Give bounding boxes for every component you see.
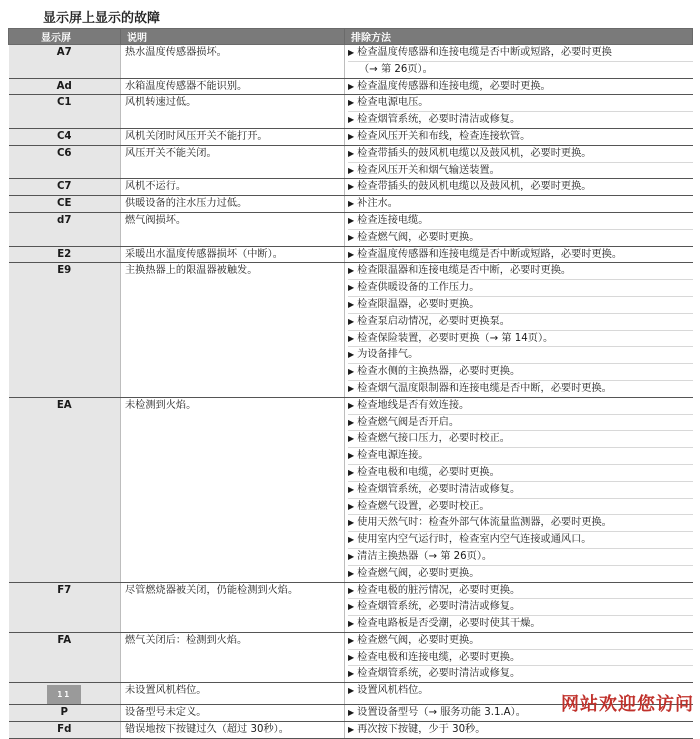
remedy-line — [348, 415, 693, 432]
remedy-line — [348, 650, 693, 667]
fault-code: CE — [9, 196, 121, 213]
arrow-bullet-icon: ▶ — [348, 725, 355, 735]
arrow-bullet-icon: ▶ — [348, 635, 355, 645]
remedy-line — [348, 583, 693, 600]
arrow-bullet-icon: ▶ — [348, 568, 355, 578]
arrow-bullet-icon: ▶ — [348, 333, 355, 343]
remedy-line — [348, 163, 693, 179]
remedy-line — [348, 297, 693, 314]
fault-code-table — [8, 28, 693, 739]
remedy-line — [348, 230, 693, 246]
fault-remedy — [345, 212, 693, 246]
fault-code: C7 — [9, 179, 121, 196]
remedy-text: 检查温度传感器和连接电缆是否中断或短路，必要时更换。 — [357, 248, 623, 260]
remedy-text: 检查温度传感器和连接电缆是否中断或短路，必要时更换 — [357, 47, 612, 58]
remedy-text: （→ 第 26页）。 — [359, 63, 433, 75]
remedy-text: 检查泵启动情况，必要时更换泵。 — [357, 315, 510, 327]
remedy-text: 检查烟管系统，必要时清洁或修复。 — [357, 114, 521, 126]
arrow-bullet-icon: ▶ — [348, 602, 355, 612]
table-row — [9, 179, 693, 196]
watermark: 网站欢迎您访问 — [561, 694, 694, 715]
arrow-bullet-icon: ▶ — [348, 501, 355, 511]
segment-display-icon: 11 — [47, 685, 81, 704]
arrow-bullet-icon: ▶ — [348, 115, 355, 125]
arrow-bullet-icon: ▶ — [348, 451, 355, 461]
remedy-text: 检查限温器和连接电缆是否中断，必要时更换。 — [357, 265, 572, 277]
remedy-text: 检查燃气阀是否开启。 — [357, 416, 460, 428]
header-remedy: 排除方法 — [345, 29, 693, 45]
remedy-text: 检查带插头的鼓风机电缆以及鼓风机，必要时更换。 — [357, 181, 592, 193]
remedy-text: 检查风压开关和布线，检查连接软管。 — [357, 130, 531, 142]
remedy-line — [348, 196, 693, 212]
fault-code: FA — [9, 632, 121, 682]
fault-code: C6 — [9, 145, 121, 179]
remedy-text: 检查电路板是否受潮，必要时使其干燥。 — [357, 618, 541, 630]
fault-code: Ad — [9, 78, 121, 95]
header-code: 显示屏 — [9, 29, 121, 45]
fault-description: 尽管燃烧器被关闭，仍能检测到火焰。 — [121, 582, 345, 632]
remedy-text: 清洁主换热器（→ 第 26页）。 — [357, 550, 493, 562]
remedy-line — [348, 331, 693, 348]
remedy-text: 使用室内空气运行时，检查室内空气连接或通风口。 — [357, 534, 592, 546]
remedy-line — [348, 79, 693, 95]
remedy-line — [348, 448, 693, 465]
fault-remedy — [345, 397, 693, 582]
arrow-bullet-icon: ▶ — [348, 98, 355, 108]
remedy-line — [348, 532, 693, 549]
arrow-bullet-icon: ▶ — [348, 215, 355, 225]
remedy-line — [348, 431, 693, 448]
remedy-text: 检查温度传感器和连接电缆，必要时更换。 — [357, 80, 551, 92]
arrow-bullet-icon: ▶ — [348, 165, 355, 175]
fault-code: E2 — [9, 246, 121, 263]
remedy-text: 检查风压开关和烟气输送装置。 — [357, 164, 500, 176]
arrow-bullet-icon: ▶ — [348, 148, 355, 158]
remedy-text: 检查电极和连接电缆，必要时更换。 — [357, 651, 521, 663]
remedy-text: 检查水侧的主换热器，必要时更换。 — [357, 366, 521, 378]
fault-description: 风机不运行。 — [121, 179, 345, 196]
remedy-text: 检查烟管系统，必要时清洁或修复。 — [357, 668, 521, 680]
arrow-bullet-icon: ▶ — [348, 434, 355, 444]
remedy-line — [348, 599, 693, 616]
fault-description: 未检测到火焰。 — [121, 397, 345, 582]
arrow-bullet-icon: ▶ — [348, 686, 355, 696]
fault-remedy — [345, 78, 693, 95]
arrow-bullet-icon: ▶ — [348, 417, 355, 427]
remedy-text: 检查燃气阀，必要时更换。 — [357, 231, 480, 243]
arrow-bullet-icon: ▶ — [348, 484, 355, 494]
remedy-line — [348, 364, 693, 381]
remedy-text: 检查烟管系统，必要时清洁或修复。 — [357, 601, 521, 613]
remedy-line — [348, 549, 693, 566]
arrow-bullet-icon: ▶ — [348, 299, 355, 309]
remedy-text: 检查燃气接口压力，必要时校正。 — [357, 433, 510, 445]
remedy-text: 设置风机档位。 — [357, 685, 429, 697]
fault-remedy — [345, 145, 693, 179]
arrow-bullet-icon: ▶ — [348, 249, 355, 259]
table-row — [9, 196, 693, 213]
remedy-text: 补注水。 — [357, 198, 398, 210]
table-row — [9, 212, 693, 246]
fault-description: 水箱温度传感器不能识别。 — [121, 78, 345, 95]
remedy-line — [348, 499, 693, 516]
arrow-bullet-icon: ▶ — [348, 585, 355, 595]
remedy-line — [348, 381, 693, 397]
arrow-bullet-icon: ▶ — [348, 182, 355, 192]
fault-code — [9, 683, 121, 705]
table-row — [9, 397, 693, 582]
fault-description: 设备型号未定义。 — [121, 705, 345, 722]
fault-description: 错误地按下按键过久（超过 30秒）。 — [121, 722, 345, 739]
remedy-line — [348, 129, 693, 145]
arrow-bullet-icon: ▶ — [348, 518, 355, 528]
arrow-bullet-icon: ▶ — [348, 383, 355, 393]
remedy-text: 检查供暖设备的工作压力。 — [357, 282, 480, 294]
table-row — [9, 246, 693, 263]
table-row — [9, 582, 693, 632]
remedy-text: 检查燃气阀，必要时更换。 — [357, 634, 480, 646]
arrow-bullet-icon: ▶ — [348, 669, 355, 679]
remedy-line — [348, 398, 693, 415]
remedy-text: 检查烟管系统，必要时清洁或修复。 — [357, 483, 521, 495]
remedy-text: 检查烟气温度限制器和连接电缆是否中断，必要时更换。 — [357, 382, 612, 394]
arrow-bullet-icon: ▶ — [348, 350, 355, 360]
arrow-bullet-icon: ▶ — [348, 652, 355, 662]
remedy-line — [348, 62, 693, 78]
remedy-line — [348, 722, 693, 738]
fault-remedy — [345, 246, 693, 263]
remedy-line — [348, 666, 693, 682]
remedy-line — [348, 465, 693, 482]
fault-description: 风机转速过低。 — [121, 95, 345, 129]
remedy-line — [348, 616, 693, 632]
table-row — [9, 78, 693, 95]
fault-code: A7 — [9, 45, 121, 79]
arrow-bullet-icon: ▶ — [348, 316, 355, 326]
remedy-line — [348, 347, 693, 364]
remedy-text: 检查连接电缆。 — [357, 214, 429, 226]
remedy-text: 检查燃气阀，必要时更换。 — [357, 567, 480, 579]
fault-code: EA — [9, 397, 121, 582]
remedy-line — [348, 482, 693, 499]
table-row — [9, 263, 693, 397]
arrow-bullet-icon: ▶ — [348, 48, 355, 57]
fault-remedy — [345, 632, 693, 682]
fault-code: d7 — [9, 212, 121, 246]
table-row — [9, 722, 693, 739]
fault-remedy — [345, 179, 693, 196]
table-row — [9, 95, 693, 129]
fault-code: F7 — [9, 582, 121, 632]
remedy-text: 再次按下按键，少于 30秒。 — [357, 724, 486, 736]
fault-description: 热水温度传感器损坏。 — [121, 45, 345, 79]
remedy-text: 检查燃气设置，必要时校正。 — [357, 500, 490, 512]
arrow-bullet-icon: ▶ — [348, 400, 355, 410]
fault-remedy — [345, 95, 693, 129]
remedy-text: 检查电源连接。 — [357, 450, 429, 462]
remedy-line — [348, 112, 693, 128]
fault-description: 主换热器上的限温器被触发。 — [121, 263, 345, 397]
remedy-line — [348, 213, 693, 230]
arrow-bullet-icon: ▶ — [348, 81, 355, 91]
table-row — [9, 632, 693, 682]
fault-description: 燃气关闭后：检测到火焰。 — [121, 632, 345, 682]
remedy-line — [348, 314, 693, 331]
arrow-bullet-icon: ▶ — [348, 266, 355, 276]
remedy-text: 检查保险装置，必要时更换（→ 第 14页）。 — [357, 332, 554, 344]
arrow-bullet-icon: ▶ — [348, 708, 355, 718]
table-body — [9, 45, 693, 739]
remedy-line — [348, 45, 693, 62]
remedy-line — [348, 515, 693, 532]
arrow-bullet-icon: ▶ — [348, 199, 355, 209]
fault-remedy — [345, 582, 693, 632]
remedy-text: 使用天然气时：检查外部气体流量监测器，必要时更换。 — [357, 517, 612, 529]
page-title: 显示屏上显示的故障 — [43, 11, 161, 26]
fault-remedy — [345, 45, 693, 79]
arrow-bullet-icon: ▶ — [348, 367, 355, 377]
arrow-bullet-icon: ▶ — [348, 131, 355, 141]
remedy-text: 检查限温器，必要时更换。 — [357, 298, 480, 310]
fault-description: 采暖出水温度传感器损坏（中断）。 — [121, 246, 345, 263]
fault-remedy — [345, 196, 693, 213]
table-row — [9, 45, 693, 79]
fault-code: Fd — [9, 722, 121, 739]
header-description: 说明 — [121, 29, 345, 45]
fault-description: 风压开关不能关闭。 — [121, 145, 345, 179]
arrow-bullet-icon: ▶ — [348, 232, 355, 242]
arrow-bullet-icon: ▶ — [348, 535, 355, 545]
table-header-row — [9, 29, 693, 45]
remedy-text: 检查电极和电缆，必要时更换。 — [357, 466, 500, 478]
arrow-bullet-icon: ▶ — [348, 619, 355, 629]
remedy-line — [348, 263, 693, 280]
remedy-line — [348, 280, 693, 297]
fault-code: C4 — [9, 128, 121, 145]
fault-description: 燃气阀损坏。 — [121, 212, 345, 246]
fault-description: 未设置风机档位。 — [121, 683, 345, 705]
remedy-text: 检查地线是否有效连接。 — [357, 399, 470, 411]
fault-code: E9 — [9, 263, 121, 397]
fault-description: 供暖设备的注水压力过低。 — [121, 196, 345, 213]
fault-remedy — [345, 128, 693, 145]
remedy-text: 设置设备型号（→ 服务功能 3.1.A）。 — [357, 707, 526, 719]
fault-code: C1 — [9, 95, 121, 129]
remedy-text: 为设备排气。 — [357, 349, 419, 361]
arrow-bullet-icon: ▶ — [348, 467, 355, 477]
table-row — [9, 128, 693, 145]
remedy-line — [348, 633, 693, 650]
fault-description: 风机关闭时风压开关不能打开。 — [121, 128, 345, 145]
arrow-bullet-icon: ▶ — [348, 551, 355, 561]
fault-remedy — [345, 263, 693, 397]
arrow-bullet-icon: ▶ — [348, 283, 355, 293]
table-row — [9, 145, 693, 179]
remedy-line — [348, 146, 693, 163]
fault-code: P — [9, 705, 121, 722]
remedy-text: 检查带插头的鼓风机电缆以及鼓风机，必要时更换。 — [357, 147, 592, 159]
remedy-text: 检查电源电压。 — [357, 97, 429, 109]
fault-remedy — [345, 722, 693, 739]
remedy-line — [348, 247, 693, 263]
remedy-line — [348, 179, 693, 195]
remedy-text: 检查电极的脏污情况，必要时更换。 — [357, 584, 521, 596]
remedy-line — [348, 566, 693, 582]
remedy-line — [348, 95, 693, 112]
